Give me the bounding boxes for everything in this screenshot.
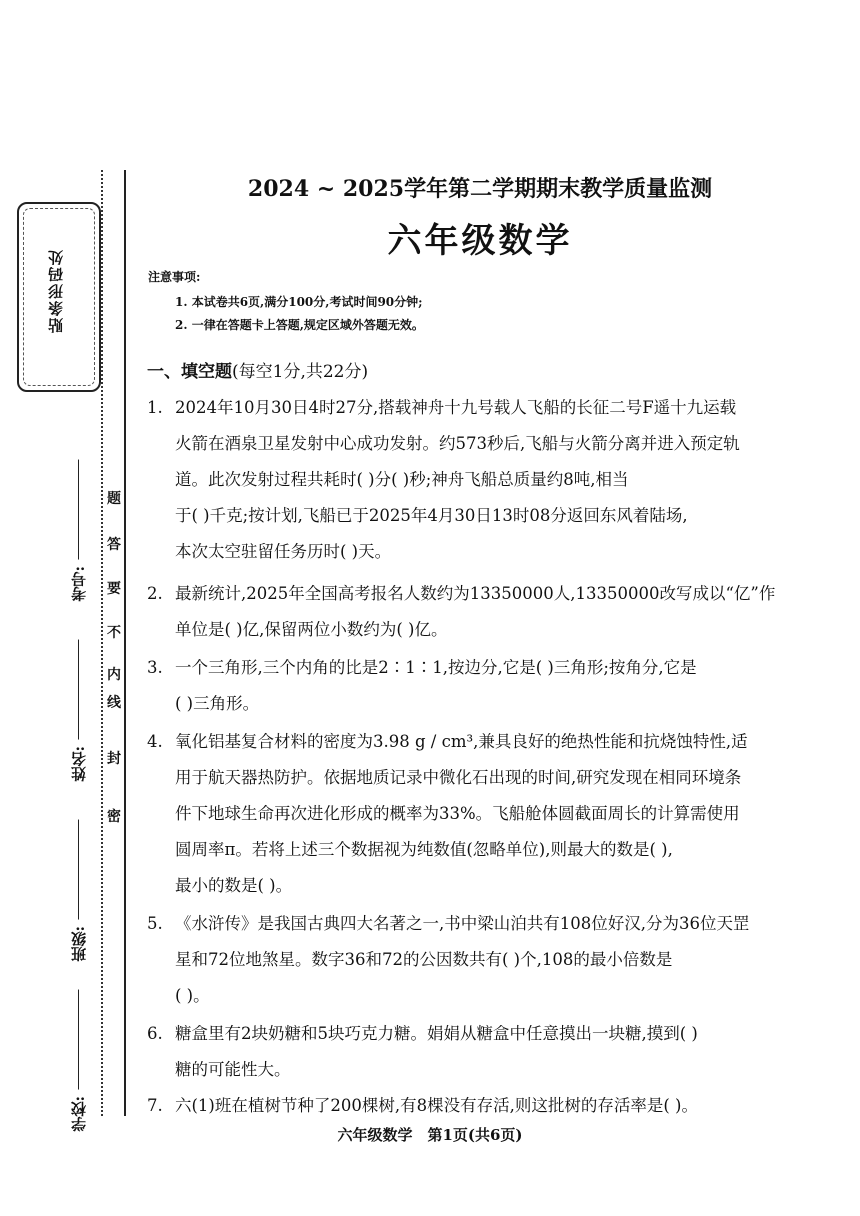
question-1: 1. 2024年10月30日4时27分,搭载神舟十九号载人飞船的长征二号F遥十九运载 火箭在酒泉卫星发射中心成功发射。约573秒后,飞船与火箭分离并进入预定轨 道。此次发射过程共耗时( )分( )秒;神舟飞船总质量约8吨,相当 于( )千克;按计划,飞船已于2025年4月30日13时08分返回东风着陆场, 本次太空驻留任务历时( )天。 <box>147 398 740 561</box>
class-field[interactable]: 班级: <box>68 820 89 962</box>
section-heading: 一、填空题(每空1分,共22分) <box>147 362 369 382</box>
seal-char: 答 <box>107 537 121 553</box>
barcode-label: 贴条形码处 <box>47 248 65 333</box>
school-field[interactable]: 学校: <box>68 990 89 1132</box>
notice-item: 1. 本试卷共6页,满分100分,考试时间90分钟; <box>175 295 423 309</box>
dotted-cut-line <box>101 170 103 1116</box>
seal-char: 要 <box>107 581 121 597</box>
notice-item: 2. 一律在答题卡上答题,规定区域外答题无效。 <box>175 318 424 332</box>
question-5: 5. 《水浒传》是我国古典四大名著之一,书中梁山泊共有108位好汉,分为36位天罡 星和72位地煞星。数字36和72的公因数共有( )个,108的最小倍数是 ( )。 <box>147 914 750 1005</box>
question-2: 2. 最新统计,2025年全国高考报名人数约为13350000人,13350000改写成以“亿”作 单位是( )亿,保留两位小数约为( )亿。 <box>147 584 776 639</box>
question-6: 6. 糖盒里有2块奶糖和5块巧克力糖。娟娟从糖盒中任意摸出一块糖,摸到( ) 糖的可能性大。 <box>147 1024 698 1079</box>
question-4: 4. 氧化铝基复合材料的密度为3.98 g / cm³,兼具良好的绝热性能和抗烧蚀特性,适 用于航天器热防护。依据地质记录中微化石出现的时间,研究发现在相同环境条 件下地球生命再次进化形成的概率为33%。飞船舱体圆截面周长的计算需使用 圆周率π。若将上述三个数据视为纯数值(忽略单位),则最大的数是( ), 最小的数是( )。 <box>147 732 748 895</box>
seal-line <box>124 170 126 1116</box>
notice-heading: 注意事项: <box>148 270 201 284</box>
seal-char: 封 <box>107 751 121 767</box>
question-3: 3. 一个三角形,三个内角的比是2∶1∶1,按边分,它是( )三角形;按角分,它是 ( )三角形。 <box>147 658 697 713</box>
exam-subject: 六年级数学 <box>387 221 573 261</box>
exam-title: 2024 ~ 2025学年第二学期期末教学质量监测 <box>247 176 713 202</box>
exam-number-field[interactable]: 考号: <box>68 460 89 602</box>
page-footer: 六年级数学 第1页(共6页) <box>337 1126 523 1144</box>
name-field[interactable]: 姓名: <box>68 640 89 782</box>
seal-char: 不 <box>107 625 121 641</box>
seal-char: 内 <box>107 667 121 683</box>
seal-char: 密 <box>107 809 121 825</box>
seal-char: 线 <box>107 695 121 711</box>
question-7: 7. 六(1)班在植树节种了200棵树,有8棵没有存活,则这批树的存活率是( )。 <box>147 1096 698 1115</box>
seal-char: 题 <box>107 491 121 507</box>
